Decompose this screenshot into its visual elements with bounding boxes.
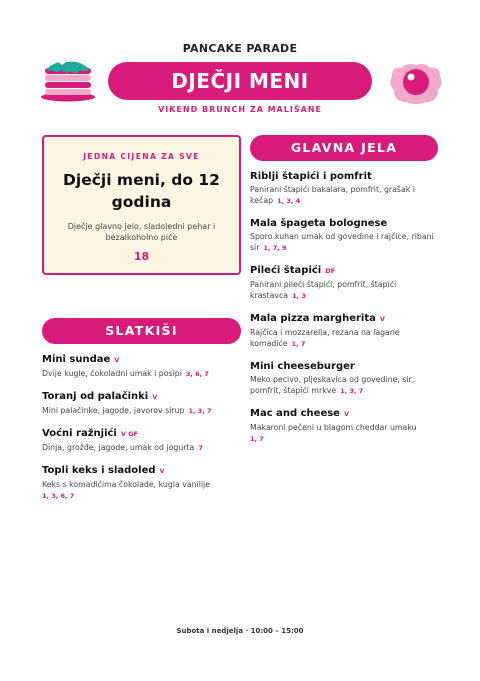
offer-title: Dječji meni, do 12 godina <box>63 171 220 211</box>
menu-item <box>42 353 252 380</box>
item-allergens: 7 <box>198 444 203 452</box>
item-description: Sporo kuhan umak od govedine i rajčice, ribani sir <box>250 232 434 252</box>
menu-item <box>250 217 440 254</box>
cupcake-icon <box>386 62 446 106</box>
item-name: Riblji štapići i pomfrit <box>250 171 372 182</box>
item-name: Topli keks i sladoled <box>42 465 156 476</box>
menu-item <box>42 427 252 454</box>
offer-card <box>42 135 241 275</box>
item-name: Voćni ražnjići <box>42 428 117 439</box>
item-diet-tag: V <box>343 410 349 418</box>
item-description: Rajčica i mozzarella, rezana na lagane komadiće <box>250 328 400 348</box>
item-allergens: 1, 3 <box>292 292 306 300</box>
item-diet-tag: V <box>159 467 165 475</box>
mains-list <box>250 170 440 455</box>
item-description: Dvije kugle, čokoladni umak i posipi <box>42 369 182 378</box>
item-diet-tag: DF <box>325 267 336 275</box>
item-name: Mala pizza margherita <box>250 313 376 324</box>
item-diet-tag: V <box>114 356 120 364</box>
item-name: Mini sundae <box>42 354 111 365</box>
menu-item <box>250 264 440 302</box>
mains-heading-banner <box>250 135 438 161</box>
item-allergens: 1, 3, 7 <box>188 407 212 415</box>
item-allergens: 1, 3, 7 <box>340 387 364 395</box>
item-diet-tag: V GF <box>120 430 138 438</box>
sweets-list <box>42 353 252 512</box>
item-allergens: 1, 7, 9 <box>263 244 287 252</box>
item-description: Meko pecivo, pljeskavica od govedine, sir, pomfrit, štapići mrkve <box>250 375 415 395</box>
item-name: Mac and cheese <box>250 408 340 419</box>
item-diet-tag: V <box>152 393 158 401</box>
menu-subtitle: VIKEND BRUNCH ZA MALIŠANE <box>158 105 322 114</box>
offer-label: JEDNA CIJENA ZA SVE <box>83 152 200 161</box>
menu-item <box>42 390 252 417</box>
item-description: Makaroni pečeni u blagom cheddar umaku <box>250 423 417 432</box>
menu-item <box>250 312 440 350</box>
item-allergens: 1, 7 <box>291 340 306 348</box>
offer-price: 18 <box>133 250 150 263</box>
item-allergens: 1, 3, 6, 7 <box>42 492 75 500</box>
menu-item <box>250 170 440 207</box>
item-allergens: 1, 3, 4 <box>277 197 301 205</box>
item-diet-tag: V <box>379 315 385 323</box>
pancake-stack-icon <box>40 58 96 102</box>
item-allergens: 1, 7 <box>250 435 264 443</box>
item-description: Panirani štapići bakalara, pomfrit, grašak i kečap <box>250 185 415 205</box>
brand-name: PANCAKE PARADE <box>182 42 298 55</box>
item-description: Dinja, grožđe, jagode, umak od jogurta <box>42 443 195 452</box>
mains-heading: GLAVNA JELA <box>290 140 398 155</box>
item-name: Toranj od palačinki <box>42 391 149 402</box>
sweets-heading: SLATKIŠI <box>105 323 178 338</box>
menu-title-banner <box>108 62 372 100</box>
item-description: Mini palačinke, jagode, javorov sirup <box>42 406 185 415</box>
offer-description: Dječje glavno jelo, sladoledni pehar i bezalkoholno piće <box>67 222 216 242</box>
opening-hours: Subota i nedjelja · 10:00 – 15:00 <box>176 627 304 635</box>
item-name: Mini cheeseburger <box>250 361 355 372</box>
item-description: Panirani pileći štapići, pomfrit, štapići krastavca <box>250 280 397 300</box>
item-name: Pileći štapići <box>250 265 322 276</box>
sweets-heading-banner <box>42 318 241 344</box>
menu-item <box>42 464 252 502</box>
menu-item <box>250 407 440 445</box>
item-description: Keks s komadićima čokolade, kugla vanilije <box>42 480 211 489</box>
item-allergens: 3, 6, 7 <box>185 370 209 378</box>
menu-title: DJEČJI MENI <box>171 69 309 93</box>
item-name: Mala špageta bolognese <box>250 218 388 229</box>
menu-item <box>250 360 440 397</box>
